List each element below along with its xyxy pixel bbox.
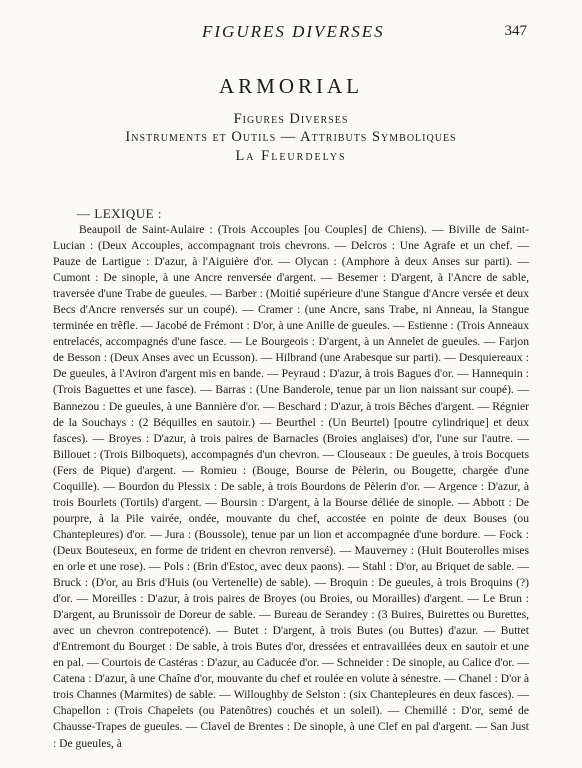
page-title: ARMORIAL [218, 74, 363, 98]
running-title: FIGURES DIVERSES [202, 22, 385, 41]
page-number: 347 [504, 23, 527, 39]
page-header [0, 22, 582, 46]
subtitle-instruments: Instruments et Outils — Attributs Symboliques [125, 129, 457, 145]
lexique-entries: Beaupoil de Saint-Aulaire : (Trois Accouples [ou Couples] de Chiens). — Biville de Saint-Lucian : (Deux Accouples, accompagnant trois chevrons. — Delcros : Une Agrafe et un chef. — Pauze de Lartigue : D'azur, à l'Aiguière d'or. — Olycan : (Amphore à deux Anses sur parti). — Cumont : De sinople, à une Ancre renversée d'argent. — Besemer : D'argent, à l'Ancre de sable, traversée d'une Trabe de gueules. — Barber : (Moitié supérieure d'une Stangue d'Ancre versée et deux Becs d'Ancre renversés sur un coupé). — Cramer : (une Ancre, sans Trabe, ni Anneau, la Stangue terminée en trêfle. — Jacobé de Frémont : D'or, à une Anille de gueules. — Estienne : (Trois Anneaux entrelacés, accompagnés d'une fasce. — Le Bourgeois : D'argent, à un Annelet de gueules. — Farjon de Besson : (Deux Anses avec un Ecusson). — Hilbrand (une Arabesque sur parti). — Desquiereaux : De gueules, à l'Aviron d'argent mis en bande. — Peyraud : D'azur, à trois Bagues d'or. — Hannequin : (Trois Baguettes et une fasce). — Barras : (Une Banderole, tenue par un lion naissant sur coupé). — Bannezou : De gueules, à une Bannière d'or. — Beschard : D'azur, à trois Bêches d'argent. — Régnier de la Souchays : (2 Béquilles en sautoir.) — Beurthel : (Un Beurtel) [poutre cylindrique] et deux fasces). — Broyes : D'azur, à trois paires de Barnacles (Broies anglaises) d'or, l'une sur l'autre. — Billouet : (Trois Bilboquets), accompagnés d'un chevron. — Clouseaux : De gueules, à trois Bocquets (Fers de Pique) d'argent. — Romieu : (Bouge, Bourse de Pèlerin, ou Bougette, chargée d'une Coquille). — Bourdon du Plessix : De sable, à trois Bourdons de Pèlerin d'or. — Argence : D'azur, à trois Bourlets (Tortils) d'argent. — Boursin : D'argent, à la Bourse déliée de sinople. — Abbott : De pourpre, à la Pile vairée, ondée, mouvante du chef, accostée en pointe de deux Bouses (ou Chantepleures) d'or. — Jura : (Boussole), tenue par un lion et accompagnée d'une bordure. — Fock : (Deux Bouteseux, en forme de trident en chevron renversé). — Mauverney : (Huit Bouterolles mises en orle et une rose). — Pols : (Brin d'Estoc, avec deux paons). — Stahl : D'or, au Briquet de sable. — Bruck : (D'or, au Bris d'Huis (ou Vertenelle) de sable). — Broquin : De gueules, à trois Broquins (?) d'or. — Moreilles : D'azur, à trois paires de Broyes (ou Broies, ou Morailles) d'argent. — Le Brun : D'argent, au Brunissoir de Doreur de sable. — Bureau de Serandey : (3 Buires, Buirettes ou Burettes, avec un chevron contrepotencé). — Butet : D'argent, à trois Butes (ou Buttes) d'azur. — Buttet d'Entremont du Bourget : De sable, à trois Butes d'or, dressées et entravaillées deux en sautoir et une en pal. — Courtois de Castéras : D'azur, au Caducée d'or. — Schneider : De sinople, au Calice d'or. — Catena : D'azur, à une Chaîne d'or, mouvante du chef et roulée en volute à sénestre. — Chanel : D'or à trois Channes (Marmites) de sable. — Willoughby de Selston : (six Chantepleures en deux fasces). — Chapellon : (Trois Chapelets (ou Patenôtres) couchés et un soleil). — Chemillé : D'or, semé de Chausse-Trapes de gueules. — Clavel de Brentes : De sinople, à une Clef en pal d'argent. — San Just : De gueules, à [53, 223, 529, 750]
subtitle-figures: Figures Diverses [233, 111, 349, 127]
lexique-heading: — LEXIQUE : [77, 206, 162, 221]
subtitle-fleurdelys: La Fleurdelys [235, 148, 347, 164]
